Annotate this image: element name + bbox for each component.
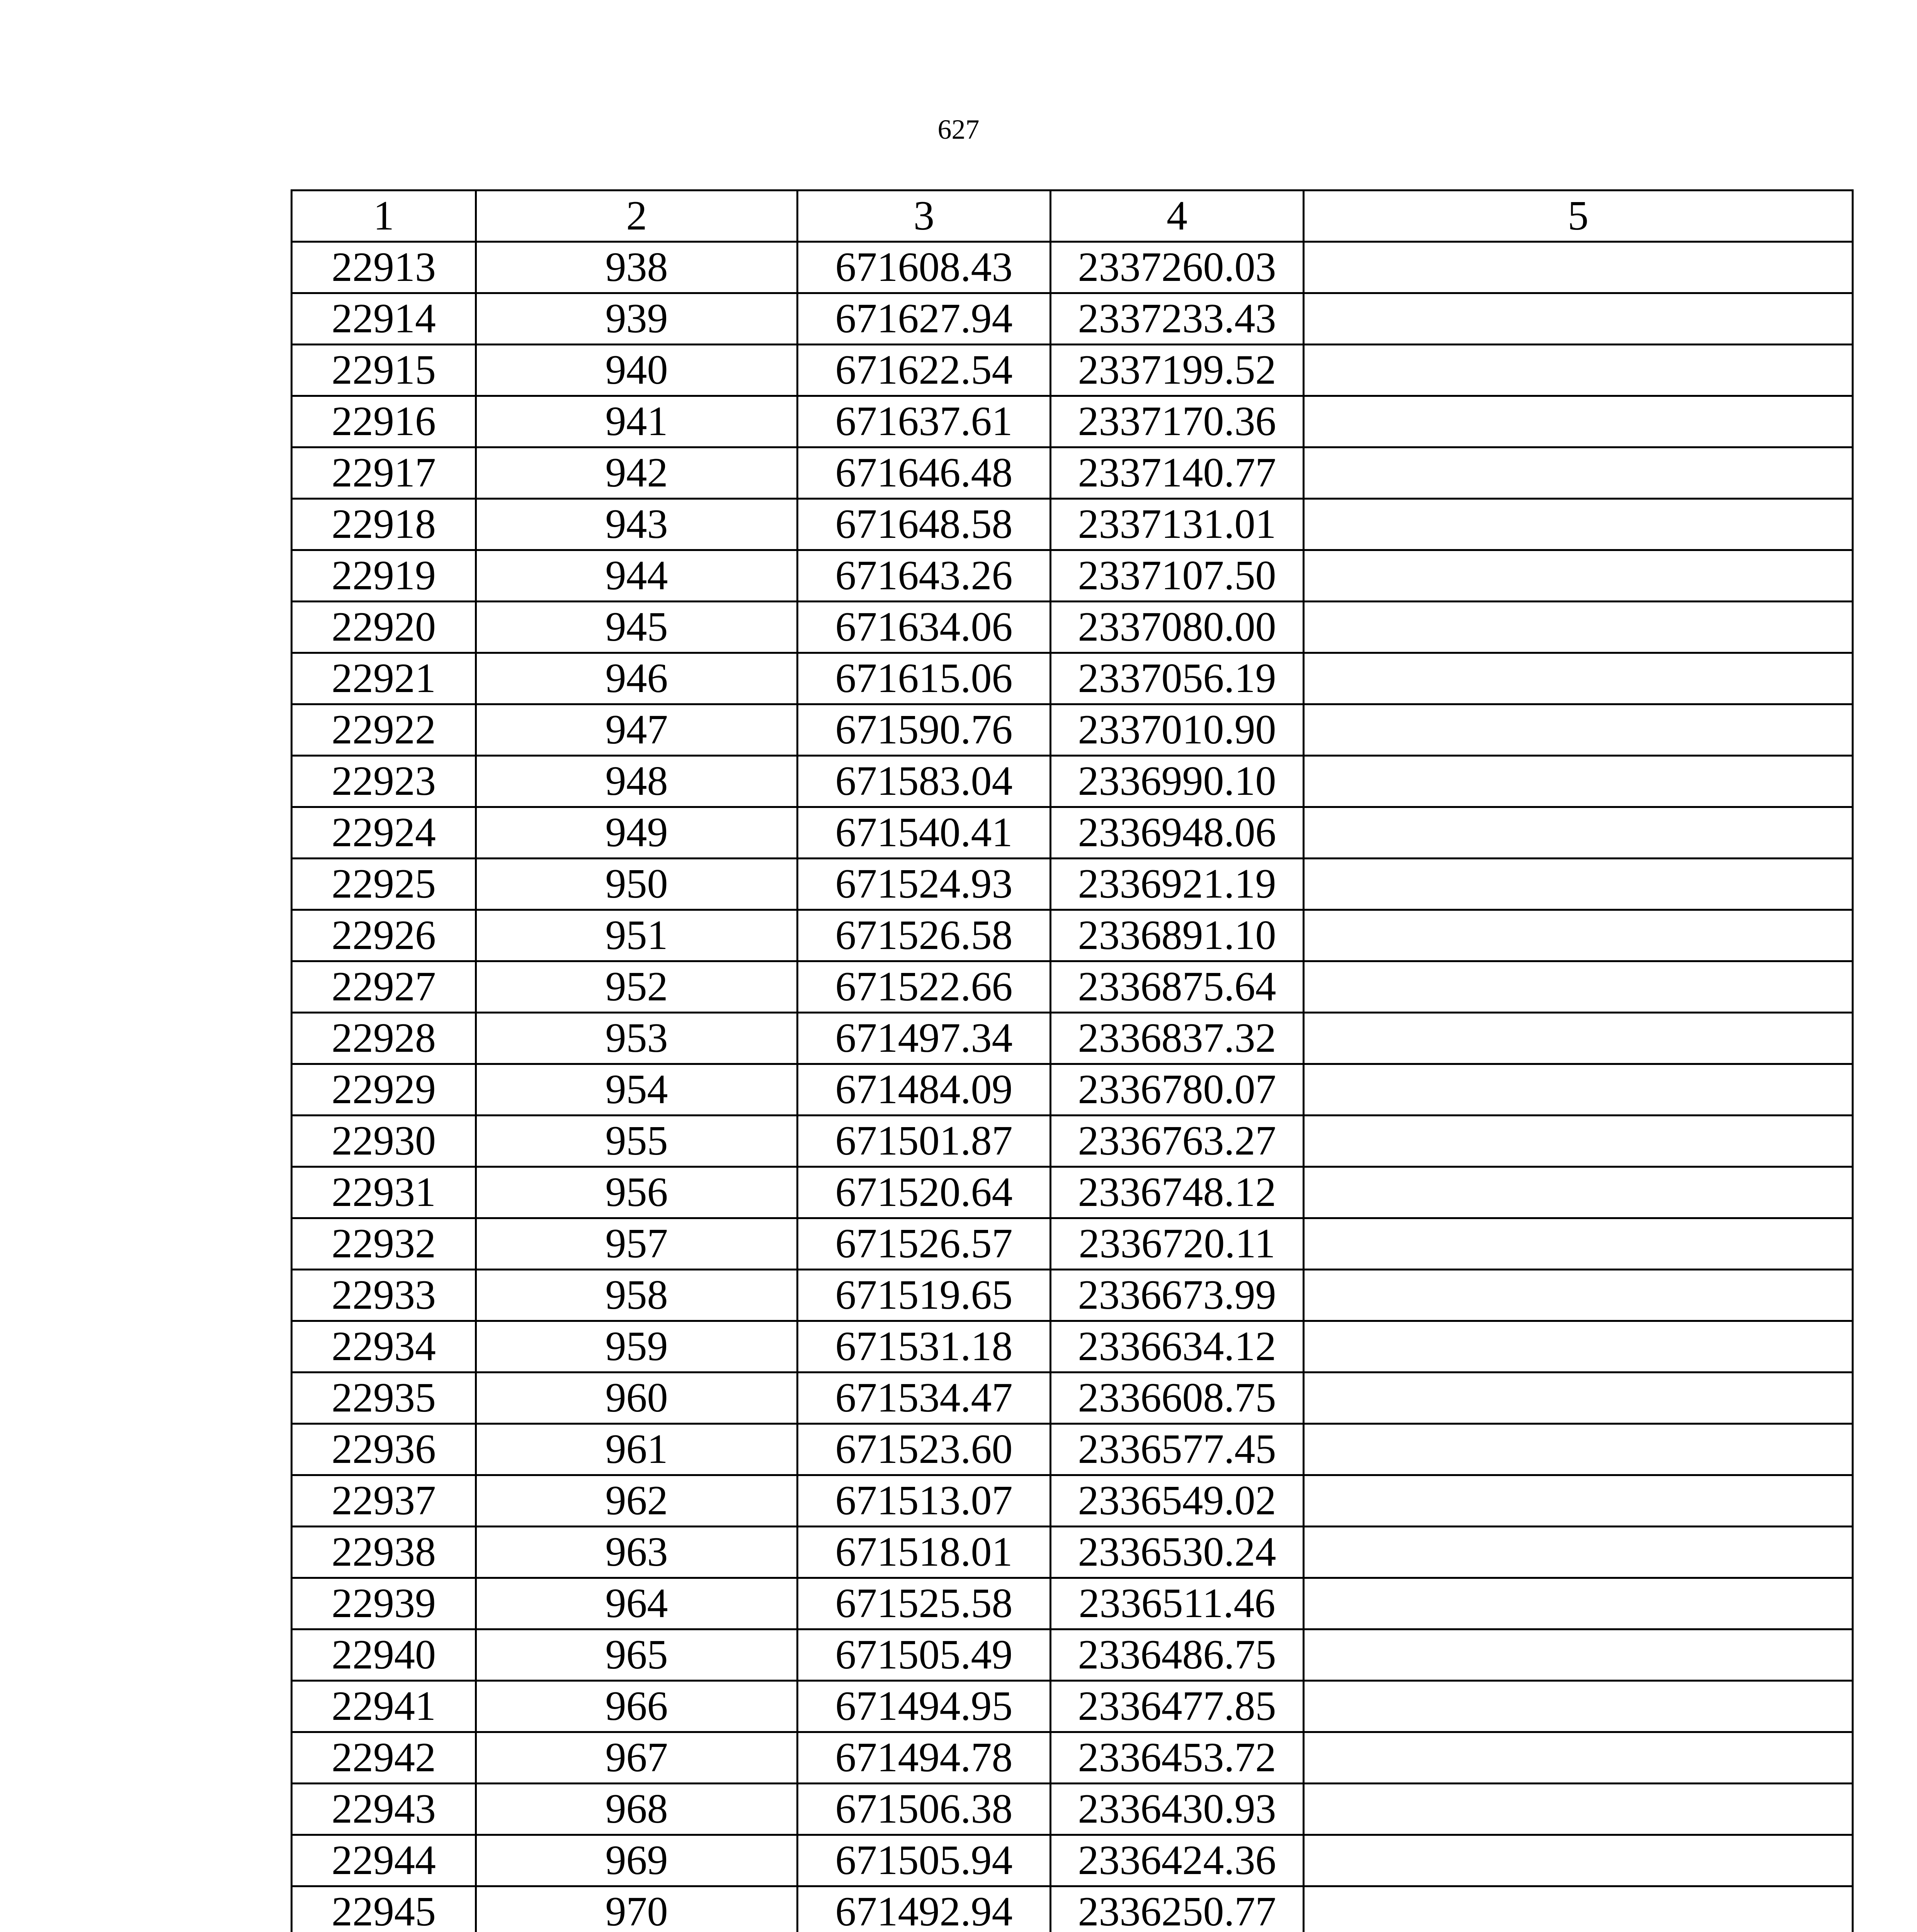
cell-point-number: 958 <box>476 1270 798 1321</box>
cell-point-number: 951 <box>476 910 798 961</box>
cell-coordinate-x: 671505.49 <box>798 1629 1051 1681</box>
cell-coordinate-y: 2337080.00 <box>1051 602 1304 653</box>
cell-coordinate-x: 671531.18 <box>798 1321 1051 1372</box>
cell-coordinate-y: 2336990.10 <box>1051 756 1304 807</box>
header-cell-3: 3 <box>798 190 1051 242</box>
header-cell-2: 2 <box>476 190 798 242</box>
cell-coordinate-x: 671648.58 <box>798 499 1051 550</box>
cell-note <box>1304 961 1853 1013</box>
cell-coordinate-x: 671583.04 <box>798 756 1051 807</box>
cell-coordinate-y: 2336837.32 <box>1051 1013 1304 1064</box>
cell-row-id: 22929 <box>292 1064 476 1116</box>
cell-note <box>1304 1732 1853 1784</box>
cell-note <box>1304 499 1853 550</box>
cell-coordinate-x: 671637.61 <box>798 396 1051 447</box>
cell-coordinate-y: 2336549.02 <box>1051 1475 1304 1527</box>
cell-row-id: 22917 <box>292 447 476 499</box>
cell-row-id: 22933 <box>292 1270 476 1321</box>
cell-coordinate-y: 2336477.85 <box>1051 1681 1304 1732</box>
cell-note <box>1304 1013 1853 1064</box>
cell-point-number: 957 <box>476 1218 798 1270</box>
table-row <box>292 1835 1853 1886</box>
cell-coordinate-x: 671526.57 <box>798 1218 1051 1270</box>
cell-point-number: 959 <box>476 1321 798 1372</box>
cell-coordinate-x: 671523.60 <box>798 1424 1051 1475</box>
cell-coordinate-y: 2336424.36 <box>1051 1835 1304 1886</box>
cell-coordinate-y: 2336530.24 <box>1051 1527 1304 1578</box>
table-row <box>292 807 1853 859</box>
cell-coordinate-x: 671520.64 <box>798 1167 1051 1218</box>
cell-coordinate-x: 671522.66 <box>798 961 1051 1013</box>
cell-point-number: 943 <box>476 499 798 550</box>
cell-note <box>1304 1578 1853 1629</box>
cell-row-id: 22918 <box>292 499 476 550</box>
cell-coordinate-y: 2336763.27 <box>1051 1116 1304 1167</box>
cell-row-id: 22921 <box>292 653 476 704</box>
cell-row-id: 22920 <box>292 602 476 653</box>
cell-point-number: 940 <box>476 345 798 396</box>
cell-coordinate-y: 2336577.45 <box>1051 1424 1304 1475</box>
cell-coordinate-y: 2336891.10 <box>1051 910 1304 961</box>
cell-point-number: 947 <box>476 704 798 756</box>
cell-coordinate-x: 671634.06 <box>798 602 1051 653</box>
cell-coordinate-y: 2336948.06 <box>1051 807 1304 859</box>
cell-coordinate-x: 671627.94 <box>798 293 1051 345</box>
table-body <box>292 242 1853 1932</box>
cell-coordinate-x: 671540.41 <box>798 807 1051 859</box>
cell-note <box>1304 653 1853 704</box>
cell-row-id: 22936 <box>292 1424 476 1475</box>
cell-note <box>1304 1116 1853 1167</box>
header-cell-5: 5 <box>1304 190 1853 242</box>
cell-coordinate-y: 2336720.11 <box>1051 1218 1304 1270</box>
table-row <box>292 1116 1853 1167</box>
cell-coordinate-x: 671506.38 <box>798 1784 1051 1835</box>
cell-row-id: 22913 <box>292 242 476 293</box>
cell-row-id: 22930 <box>292 1116 476 1167</box>
table-row <box>292 602 1853 653</box>
cell-point-number: 966 <box>476 1681 798 1732</box>
cell-note <box>1304 1270 1853 1321</box>
cell-point-number: 945 <box>476 602 798 653</box>
table-row <box>292 1475 1853 1527</box>
cell-coordinate-y: 2336634.12 <box>1051 1321 1304 1372</box>
cell-row-id: 22940 <box>292 1629 476 1681</box>
table-row <box>292 1013 1853 1064</box>
table-row <box>292 859 1853 910</box>
cell-coordinate-y: 2336453.72 <box>1051 1732 1304 1784</box>
cell-coordinate-x: 671524.93 <box>798 859 1051 910</box>
cell-point-number: 963 <box>476 1527 798 1578</box>
cell-point-number: 946 <box>476 653 798 704</box>
cell-coordinate-y: 2336875.64 <box>1051 961 1304 1013</box>
table-row <box>292 1578 1853 1629</box>
cell-row-id: 22928 <box>292 1013 476 1064</box>
cell-coordinate-y: 2336673.99 <box>1051 1270 1304 1321</box>
table-row <box>292 1064 1853 1116</box>
cell-row-id: 22914 <box>292 293 476 345</box>
cell-row-id: 22922 <box>292 704 476 756</box>
cell-note <box>1304 859 1853 910</box>
cell-coordinate-x: 671494.78 <box>798 1732 1051 1784</box>
cell-note <box>1304 447 1853 499</box>
header-row <box>292 190 1853 242</box>
cell-coordinate-x: 671497.34 <box>798 1013 1051 1064</box>
cell-note <box>1304 1475 1853 1527</box>
cell-coordinate-x: 671513.07 <box>798 1475 1051 1527</box>
header-cell-4: 4 <box>1051 190 1304 242</box>
cell-point-number: 970 <box>476 1886 798 1932</box>
cell-coordinate-x: 671590.76 <box>798 704 1051 756</box>
cell-row-id: 22927 <box>292 961 476 1013</box>
cell-note <box>1304 550 1853 602</box>
cell-point-number: 954 <box>476 1064 798 1116</box>
cell-row-id: 22932 <box>292 1218 476 1270</box>
table-row <box>292 1681 1853 1732</box>
table-row <box>292 1732 1853 1784</box>
cell-coordinate-x: 671646.48 <box>798 447 1051 499</box>
cell-note <box>1304 602 1853 653</box>
cell-note <box>1304 1886 1853 1932</box>
cell-point-number: 942 <box>476 447 798 499</box>
cell-coordinate-y: 2337260.03 <box>1051 242 1304 293</box>
cell-note <box>1304 1681 1853 1732</box>
cell-row-id: 22942 <box>292 1732 476 1784</box>
cell-coordinate-y: 2337233.43 <box>1051 293 1304 345</box>
cell-point-number: 968 <box>476 1784 798 1835</box>
cell-note <box>1304 1321 1853 1372</box>
cell-coordinate-x: 671525.58 <box>798 1578 1051 1629</box>
table-row <box>292 1321 1853 1372</box>
cell-coordinate-y: 2336430.93 <box>1051 1784 1304 1835</box>
cell-row-id: 22939 <box>292 1578 476 1629</box>
cell-point-number: 941 <box>476 396 798 447</box>
cell-note <box>1304 1527 1853 1578</box>
cell-row-id: 22926 <box>292 910 476 961</box>
cell-coordinate-y: 2337170.36 <box>1051 396 1304 447</box>
cell-point-number: 956 <box>476 1167 798 1218</box>
table-row <box>292 396 1853 447</box>
cell-coordinate-y: 2336250.77 <box>1051 1886 1304 1932</box>
table-row <box>292 1784 1853 1835</box>
cell-coordinate-y: 2336921.19 <box>1051 859 1304 910</box>
cell-point-number: 964 <box>476 1578 798 1629</box>
cell-coordinate-y: 2336748.12 <box>1051 1167 1304 1218</box>
cell-coordinate-x: 671518.01 <box>798 1527 1051 1578</box>
cell-row-id: 22937 <box>292 1475 476 1527</box>
cell-row-id: 22924 <box>292 807 476 859</box>
cell-coordinate-y: 2337140.77 <box>1051 447 1304 499</box>
cell-coordinate-y: 2337010.90 <box>1051 704 1304 756</box>
cell-note <box>1304 1424 1853 1475</box>
cell-note <box>1304 1784 1853 1835</box>
cell-point-number: 952 <box>476 961 798 1013</box>
cell-row-id: 22944 <box>292 1835 476 1886</box>
cell-point-number: 949 <box>476 807 798 859</box>
cell-row-id: 22943 <box>292 1784 476 1835</box>
table-row <box>292 550 1853 602</box>
cell-point-number: 955 <box>476 1116 798 1167</box>
cell-row-id: 22941 <box>292 1681 476 1732</box>
table-row <box>292 756 1853 807</box>
cell-coordinate-x: 671492.94 <box>798 1886 1051 1932</box>
cell-row-id: 22945 <box>292 1886 476 1932</box>
header-cell-1: 1 <box>292 190 476 242</box>
cell-coordinate-y: 2336780.07 <box>1051 1064 1304 1116</box>
table-header <box>292 190 1853 242</box>
cell-row-id: 22916 <box>292 396 476 447</box>
cell-coordinate-y: 2336511.46 <box>1051 1578 1304 1629</box>
cell-row-id: 22923 <box>292 756 476 807</box>
cell-coordinate-x: 671484.09 <box>798 1064 1051 1116</box>
table-row <box>292 653 1853 704</box>
table-row <box>292 1372 1853 1424</box>
cell-coordinate-x: 671501.87 <box>798 1116 1051 1167</box>
table-row <box>292 910 1853 961</box>
cell-coordinate-x: 671608.43 <box>798 242 1051 293</box>
cell-row-id: 22919 <box>292 550 476 602</box>
cell-note <box>1304 1629 1853 1681</box>
table-row <box>292 1270 1853 1321</box>
cell-point-number: 938 <box>476 242 798 293</box>
cell-coordinate-x: 671526.58 <box>798 910 1051 961</box>
cell-point-number: 944 <box>476 550 798 602</box>
cell-coordinate-x: 671534.47 <box>798 1372 1051 1424</box>
cell-note <box>1304 1064 1853 1116</box>
table-row <box>292 293 1853 345</box>
cell-point-number: 967 <box>476 1732 798 1784</box>
cell-point-number: 960 <box>476 1372 798 1424</box>
cell-coordinate-x: 671615.06 <box>798 653 1051 704</box>
cell-row-id: 22934 <box>292 1321 476 1372</box>
cell-note <box>1304 1835 1853 1886</box>
coordinates-table <box>291 189 1854 1932</box>
cell-coordinate-y: 2337131.01 <box>1051 499 1304 550</box>
cell-point-number: 950 <box>476 859 798 910</box>
cell-point-number: 953 <box>476 1013 798 1064</box>
cell-coordinate-x: 671505.94 <box>798 1835 1051 1886</box>
table-row <box>292 1629 1853 1681</box>
cell-row-id: 22931 <box>292 1167 476 1218</box>
cell-note <box>1304 910 1853 961</box>
cell-row-id: 22935 <box>292 1372 476 1424</box>
table-row <box>292 704 1853 756</box>
cell-note <box>1304 396 1853 447</box>
cell-coordinate-y: 2336608.75 <box>1051 1372 1304 1424</box>
cell-note <box>1304 756 1853 807</box>
table-row <box>292 242 1853 293</box>
cell-row-id: 22915 <box>292 345 476 396</box>
cell-coordinate-y: 2337056.19 <box>1051 653 1304 704</box>
page-number: 627 <box>937 114 980 145</box>
cell-note <box>1304 1372 1853 1424</box>
cell-coordinate-x: 671494.95 <box>798 1681 1051 1732</box>
table-row <box>292 447 1853 499</box>
cell-point-number: 962 <box>476 1475 798 1527</box>
cell-row-id: 22938 <box>292 1527 476 1578</box>
cell-note <box>1304 1167 1853 1218</box>
cell-coordinate-y: 2336486.75 <box>1051 1629 1304 1681</box>
table-row <box>292 1424 1853 1475</box>
cell-point-number: 948 <box>476 756 798 807</box>
table-row <box>292 1527 1853 1578</box>
cell-point-number: 961 <box>476 1424 798 1475</box>
cell-note <box>1304 1218 1853 1270</box>
cell-point-number: 965 <box>476 1629 798 1681</box>
cell-row-id: 22925 <box>292 859 476 910</box>
cell-coordinate-y: 2337107.50 <box>1051 550 1304 602</box>
cell-coordinate-x: 671643.26 <box>798 550 1051 602</box>
table-row <box>292 499 1853 550</box>
cell-note <box>1304 704 1853 756</box>
table-row <box>292 1218 1853 1270</box>
cell-note <box>1304 807 1853 859</box>
cell-coordinate-y: 2337199.52 <box>1051 345 1304 396</box>
cell-note <box>1304 293 1853 345</box>
cell-note <box>1304 242 1853 293</box>
table-row <box>292 1167 1853 1218</box>
table-row <box>292 1886 1853 1932</box>
cell-point-number: 969 <box>476 1835 798 1886</box>
cell-point-number: 939 <box>476 293 798 345</box>
cell-coordinate-x: 671519.65 <box>798 1270 1051 1321</box>
cell-note <box>1304 345 1853 396</box>
cell-coordinate-x: 671622.54 <box>798 345 1051 396</box>
table-row <box>292 961 1853 1013</box>
table-row <box>292 345 1853 396</box>
